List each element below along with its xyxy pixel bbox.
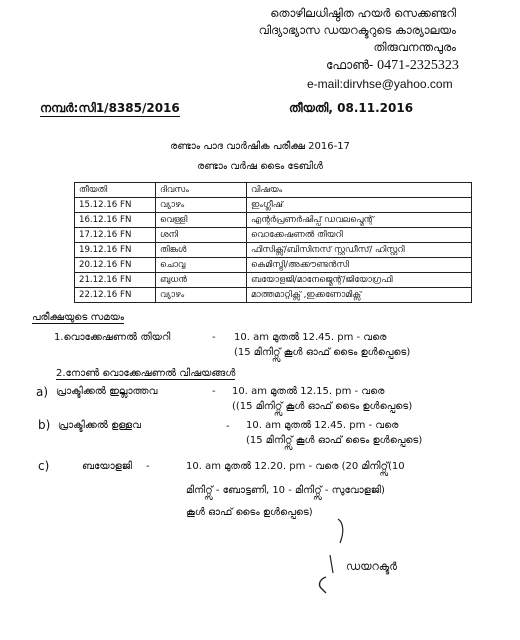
date-label: തീയതി, [289,101,338,115]
item-b-note: (15 മിനിറ്റ്സ് കൂൾ ഓഫ് ടൈം ഉൾപ്പെടെ) [246,435,423,446]
table-row [75,228,472,243]
issue-date [289,101,413,116]
cell-day: വെള്ളി [156,213,247,228]
table-row [75,258,472,273]
vocational-theory-label: 1.വൊക്കേഷണൽ തിയറി [54,332,171,343]
header-subject: വിഷയം [247,183,472,198]
header-day: ദിവസം [156,183,247,198]
cell-subject: ഫിസിക്സ്/ബിസിനസ് സ്റ്റഡീസ്/ ഹിസ്റ്ററി [247,243,472,258]
phone-line [326,58,459,74]
item-a-marker: a) [36,385,49,399]
vocational-theory-dash: - [212,332,216,343]
cell-date: 17.12.16 FN [75,228,156,243]
item-b-marker: b) [38,418,51,432]
cell-date: 20.12.16 FN [75,258,156,273]
timetable-table [74,182,472,303]
cell-date: 16.12.16 FN [75,213,156,228]
cell-date: 21.12.16 FN [75,273,156,288]
item-a-note: ((15 മിനിറ്റ്സ് കൂൾ ഓഫ് ടൈം ഉൾപ്പെടെ) [232,401,413,412]
cell-subject: വൊക്കേഷണൽ തിയറി [247,228,472,243]
cell-day: വ്യാഴം [156,288,247,303]
signature-mark [300,515,360,595]
cell-subject: ബയോളജി/മാനേജ്മെന്റ്/ജിയോഗ്രഫി [247,273,472,288]
cell-day: തിങ്കൾ [156,243,247,258]
item-c-dash: - [146,461,150,472]
cell-day: ബുധൻ [156,273,247,288]
date-value: 08.11.2016 [337,101,414,115]
phone-label: ഫോൺ- [326,58,378,72]
table-row [75,273,472,288]
table-row [75,198,472,213]
item-c-marker: c) [38,459,50,473]
director-designation: ഡയറക്ടർ [346,560,397,573]
cell-date: 15.12.16 FN [75,198,156,213]
cell-date: 22.12.16 FN [75,288,156,303]
phone-number: 0471-2325323 [377,58,459,73]
exam-time-heading: പരീക്ഷയുടെ സമയം [32,312,125,323]
cell-day: വ്യാഴം [156,198,247,213]
reference-number: നമ്പർ:സി1/8385/2016 [40,101,180,115]
item-c-time-line-2: മിനിറ്റ്സ് - ബോട്ടണി, 10 - മിനിറ്റ്സ് - സുവോളജി) [186,485,385,496]
table-header-row [75,183,472,198]
cell-subject: ഇംഗ്ലീഷ് [247,198,472,213]
vocational-theory-note: (15 മിനിറ്റ്സ് കൂൾ ഓഫ് ടൈം ഉൾപ്പെടെ) [234,347,411,358]
cell-day: ചൊവ്വ [156,258,247,273]
table-row [75,288,472,303]
item-c-time-line-3: കൂൾ ഓഫ് ടൈം ഉൾപ്പെടെ) [186,507,313,518]
cell-date: 19.12.16 FN [75,243,156,258]
email-address: e-mail:dirvhse@yahoo.com [307,77,453,91]
cell-day: ശനി [156,228,247,243]
office-line-2: വിദ്യാഭ്യാസ ഡയറക്ടറുടെ കാര്യാലയം [258,23,456,37]
item-a-dash: - [212,386,216,397]
non-vocational-heading: 2.നോൺ വൊക്കേഷണൽ വിഷയങ്ങൾ [56,368,236,379]
item-a-time: 10. am മുതൽ 12.15. pm - വരെ [232,386,385,397]
item-b-label: പ്രാക്ടിക്കൽ ഉള്ളവ [58,420,141,431]
header-date: തീയതി [75,183,156,198]
exam-title: രണ്ടാം പാദ വാർഷിക പരീക്ഷ 2016-17 [170,141,350,152]
item-a-label: പ്രാക്ടിക്കൽ ഇല്ലാത്തവ [56,386,158,397]
item-b-time: 10. am മുതൽ 12.45. pm - വരെ [246,420,399,431]
timetable-title: രണ്ടാം വർഷ ടൈം ടേബിൾ [197,161,323,172]
item-c-label: ബയോളജി [82,461,132,472]
cell-subject: കെമിസ്ട്രി/അക്കൗണ്ടൻസി [247,258,472,273]
cell-subject: മാത്തമാറ്റിക്സ് ,ഇക്കണോമിക്സ് [247,288,472,303]
vocational-theory-time: 10. am മുതൽ 12.45. pm - വരെ [234,332,387,343]
table-row [75,243,472,258]
item-b-dash: - [226,421,230,432]
office-line-1: തൊഴിലധിഷ്ഠിത ഹയർ സെക്കണ്ടറി [270,6,456,20]
office-line-3: തിരുവനന്തപുരം [373,40,456,54]
item-c-time-line-1: 10. am മുതൽ 12.20. pm - വരെ (20 മിനിറ്റ്സ്(10 [186,461,405,472]
cell-subject: എന്റർപ്രണർഷിപ്പ് ഡവലപ്മെന്റ് [247,213,472,228]
table-row [75,213,472,228]
